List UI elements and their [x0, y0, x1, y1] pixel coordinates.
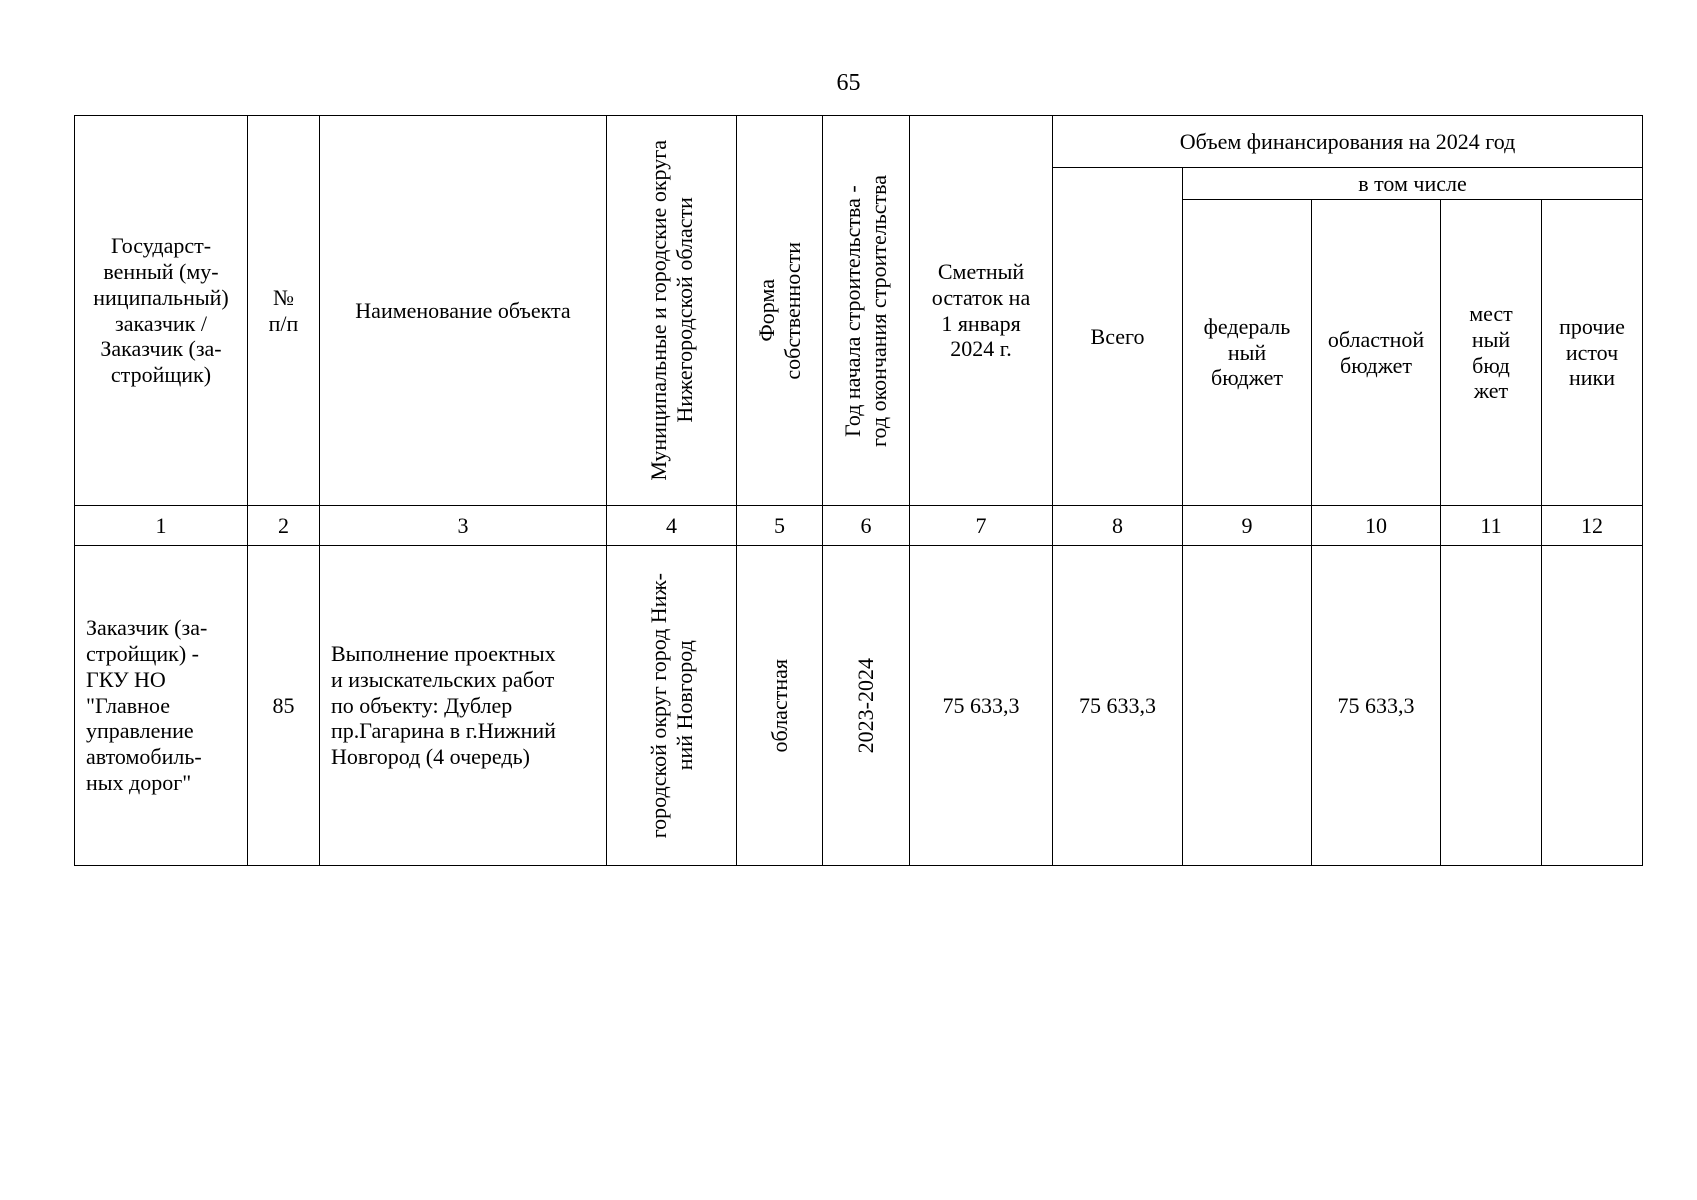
row-municipality — [607, 546, 737, 866]
header-years-text: Год начала строительства - год окончания строительства — [840, 174, 891, 447]
row-years-text: 2023-2024 — [853, 657, 879, 754]
row-total: 75 633,3 — [1053, 546, 1183, 866]
header-including: в том числе — [1183, 168, 1643, 200]
row-ownership-text: областная — [766, 658, 792, 753]
header-local: мест ный бюд жет — [1441, 200, 1542, 506]
header-customer: Государст- венный (му- ниципальный) заказчик / Заказчик (за- стройщик) — [75, 116, 248, 506]
column-number: 9 — [1183, 506, 1312, 546]
column-number: 5 — [737, 506, 823, 546]
header-object-name: Наименование объекта — [320, 116, 607, 506]
column-number: 4 — [607, 506, 737, 546]
header-number: № п/п — [248, 116, 320, 506]
header-federal: федераль ный бюджет — [1183, 200, 1312, 506]
table-row — [75, 546, 1643, 866]
row-customer: Заказчик (за- стройщик) - ГКУ НО "Главное управление автомобиль- ных дорог" — [75, 546, 248, 866]
column-number: 3 — [320, 506, 607, 546]
column-number: 10 — [1312, 506, 1441, 546]
header-funding-volume: Объем финансирования на 2024 год — [1053, 116, 1643, 168]
row-municipality-text: городской округ город Ниж- ний Новгород — [645, 572, 697, 839]
header-other: прочие источ ники — [1542, 200, 1643, 506]
column-numbers-row — [75, 506, 1643, 546]
header-municipality — [607, 116, 737, 506]
header-regional: областной бюджет — [1312, 200, 1441, 506]
header-ownership — [737, 116, 823, 506]
row-other — [1542, 546, 1643, 866]
header-years — [823, 116, 910, 506]
financing-table — [74, 115, 1643, 866]
column-number: 7 — [910, 506, 1053, 546]
row-object-name: Выполнение проектных и изыскательских работ по объекту: Дублер пр.Гагарина в г.Нижний Новгород (4 очередь) — [320, 546, 607, 866]
column-number: 12 — [1542, 506, 1643, 546]
header-municipality-text: Муниципальные и городские округа Нижегородской области — [645, 140, 697, 481]
column-number: 1 — [75, 506, 248, 546]
row-number: 85 — [248, 546, 320, 866]
page-number: 65 — [836, 70, 861, 96]
column-number: 2 — [248, 506, 320, 546]
column-number: 11 — [1441, 506, 1542, 546]
row-ownership — [737, 546, 823, 866]
header-estimate-balance: Сметный остаток на 1 января 2024 г. — [910, 116, 1053, 506]
row-federal — [1183, 546, 1312, 866]
header-ownership-text: Форма собственности — [753, 241, 805, 380]
column-number: 6 — [823, 506, 910, 546]
row-years — [823, 546, 910, 866]
header-total: Всего — [1053, 168, 1183, 506]
row-regional: 75 633,3 — [1312, 546, 1441, 866]
column-number: 8 — [1053, 506, 1183, 546]
row-local — [1441, 546, 1542, 866]
row-estimate-balance: 75 633,3 — [910, 546, 1053, 866]
